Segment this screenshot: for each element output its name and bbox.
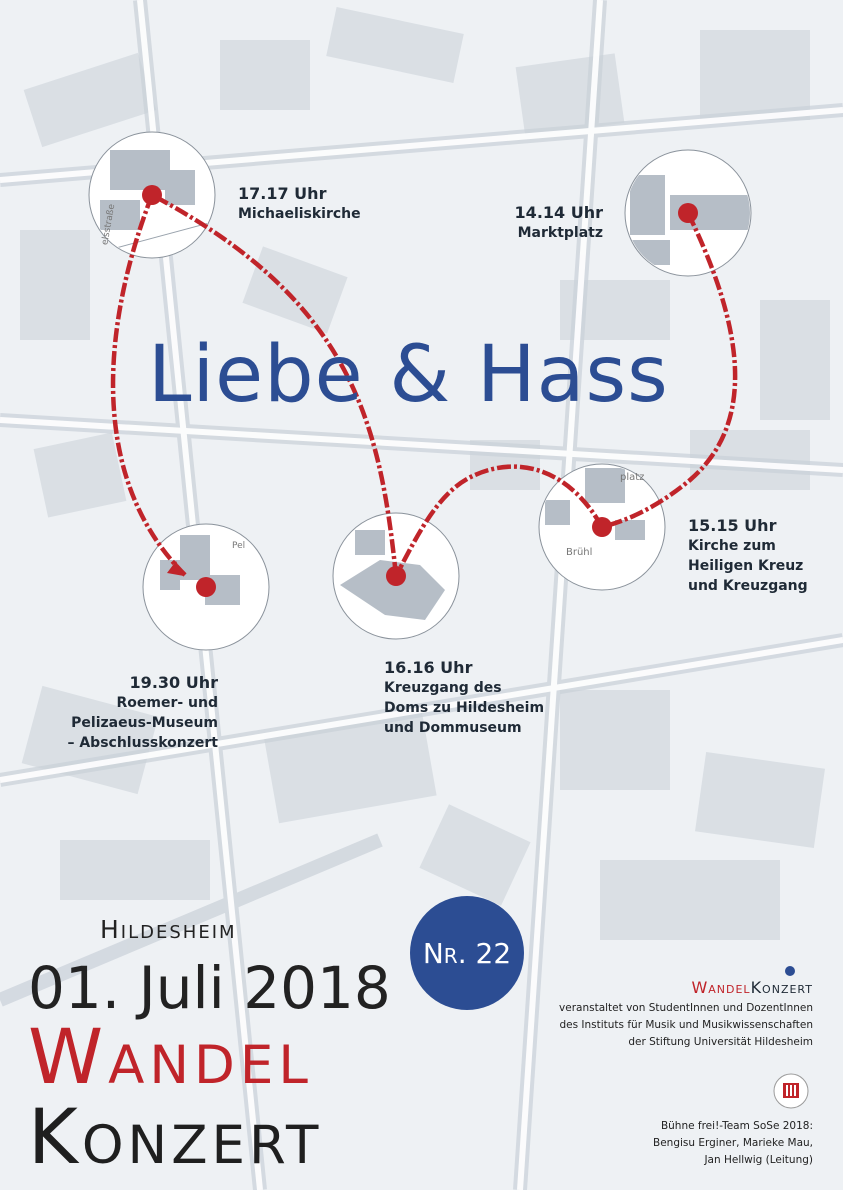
brand-konzert: Konzert (28, 1092, 323, 1181)
stop-marker-1 (142, 185, 162, 205)
stop-time: 17.17 Uhr (238, 184, 327, 203)
organizer-text: veranstaltet von StudentInnen und DozentInnen des Instituts für Musik und Musikwissenschaften der Stiftung Universität Hildesheim (559, 1002, 813, 1048)
street-label: platz (620, 472, 645, 483)
stop-place: Marktplatz (517, 225, 603, 241)
organizer-brand-konzert: Konzert (750, 978, 813, 997)
stop-marker-2 (678, 203, 698, 223)
stop-time: 19.30 Uhr (129, 673, 218, 692)
stop-place: Michaeliskirche (238, 206, 361, 222)
organizer-block (523, 979, 813, 1051)
event-date: 01. Juli 2018 (28, 954, 391, 1022)
organizer-brand (523, 979, 813, 996)
stop-time: 15.15 Uhr (688, 516, 777, 535)
street-label: elsstraße (100, 203, 118, 246)
stop-place: Roemer- und Pelizaeus-Museum – Abschlusskonzert (67, 695, 218, 751)
stop-label-marktplatz (455, 203, 603, 243)
street-label: Brühl (566, 547, 593, 558)
stop-label-heilig-kreuz (688, 516, 808, 596)
stop-time: 16.16 Uhr (384, 658, 473, 677)
brand-wandel: Wandel (28, 1012, 313, 1101)
team-credits: Bühne frei!-Team SoSe 2018: Bengisu Erginer, Marieke Mau, Jan Hellwig (Leitung) (653, 1120, 813, 1166)
edition-number: Nr. 22 (422, 936, 512, 970)
stop-time: 14.14 Uhr (514, 203, 603, 222)
stop-place: Kreuzgang des Doms zu Hildesheim und Dommuseum (384, 680, 545, 736)
university-seal-icon (772, 1072, 810, 1110)
edition-badge (410, 896, 524, 1010)
mini-edition-dot (785, 966, 795, 976)
street-label: Pel (232, 541, 246, 551)
stop-marker-3 (592, 517, 612, 537)
stop-place: Kirche zum Heiligen Kreuz und Kreuzgang (688, 538, 808, 594)
city-name: Hildesheim (100, 915, 237, 944)
stop-label-dom (384, 658, 544, 738)
poster-title: Liebe & Hass (148, 330, 669, 420)
stop-label-roemer-pelizaeus (60, 673, 218, 753)
stop-marker-5 (196, 577, 216, 597)
stop-marker-4 (386, 566, 406, 586)
stop-label-michaeliskirche (238, 184, 361, 224)
organizer-brand-wandel: Wandel (691, 978, 751, 997)
